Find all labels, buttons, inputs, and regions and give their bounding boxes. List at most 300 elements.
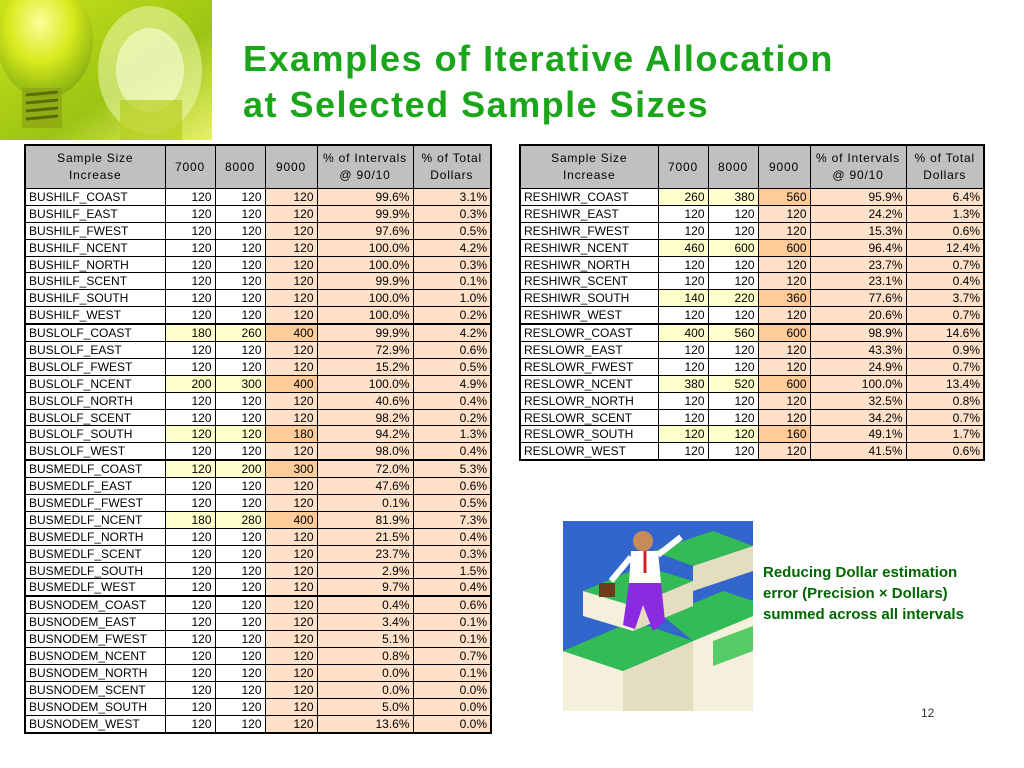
cell-pct-dollars: 0.2% [413, 307, 491, 324]
row-name: BUSLOLF_SOUTH [25, 426, 165, 443]
cell-pct-intervals: 9.7% [317, 579, 413, 596]
cell-pct-intervals: 96.4% [810, 239, 906, 256]
table-row [25, 290, 491, 307]
cell-pct-intervals: 99.6% [317, 189, 413, 206]
cell-pct-intervals: 0.1% [317, 495, 413, 512]
cell-pct-intervals: 99.9% [317, 205, 413, 222]
cell-pct-dollars: 0.4% [906, 273, 984, 290]
cell-pct-dollars: 1.0% [413, 290, 491, 307]
row-name: BUSNODEM_NCENT [25, 648, 165, 665]
cell-7000: 120 [165, 222, 215, 239]
cell-8000: 120 [215, 614, 265, 631]
row-name: BUSMEDLF_FWEST [25, 495, 165, 512]
cell-8000: 120 [215, 239, 265, 256]
cell-8000: 120 [708, 342, 758, 359]
row-name: RESLOWR_SCENT [520, 409, 658, 426]
cell-pct-dollars: 0.1% [413, 614, 491, 631]
row-name: BUSMEDLF_COAST [25, 460, 165, 477]
cell-pct-intervals: 23.7% [317, 545, 413, 562]
cell-7000: 120 [658, 358, 708, 375]
cell-7000: 120 [165, 579, 215, 596]
cell-pct-dollars: 1.3% [413, 426, 491, 443]
cell-8000: 120 [215, 562, 265, 579]
cell-pct-dollars: 14.6% [906, 324, 984, 341]
cell-8000: 120 [215, 273, 265, 290]
cell-pct-intervals: 0.0% [317, 664, 413, 681]
row-name: RESHIWR_COAST [520, 189, 658, 206]
cell-9000: 120 [758, 256, 810, 273]
cell-pct-dollars: 0.7% [906, 307, 984, 324]
cell-9000: 120 [265, 631, 317, 648]
cell-7000: 120 [658, 409, 708, 426]
table-header-row [25, 145, 491, 189]
cell-pct-intervals: 72.0% [317, 460, 413, 477]
row-name: BUSNODEM_NORTH [25, 664, 165, 681]
cell-pct-intervals: 40.6% [317, 392, 413, 409]
cell-8000: 120 [215, 664, 265, 681]
cell-pct-dollars: 0.7% [906, 358, 984, 375]
cell-7000: 120 [658, 307, 708, 324]
cell-8000: 120 [708, 307, 758, 324]
cell-7000: 140 [658, 290, 708, 307]
cell-pct-dollars: 4.2% [413, 239, 491, 256]
cell-7000: 120 [658, 205, 708, 222]
row-name: RESLOWR_COAST [520, 324, 658, 341]
cell-9000: 120 [265, 409, 317, 426]
cell-pct-dollars: 0.4% [413, 443, 491, 460]
cell-9000: 120 [758, 307, 810, 324]
header-pct-intervals: % of Intervals @ 90/10 [810, 145, 906, 189]
row-name: BUSNODEM_SOUTH [25, 698, 165, 715]
cell-pct-intervals: 24.9% [810, 358, 906, 375]
row-name: BUSMEDLF_SOUTH [25, 562, 165, 579]
cell-8000: 120 [215, 596, 265, 613]
table-row [520, 324, 984, 341]
header-7000: 7000 [658, 145, 708, 189]
cell-9000: 120 [265, 222, 317, 239]
cell-9000: 120 [265, 648, 317, 665]
row-name: RESHIWR_SOUTH [520, 290, 658, 307]
row-name: RESLOWR_NORTH [520, 392, 658, 409]
row-name: RESHIWR_EAST [520, 205, 658, 222]
cell-7000: 120 [165, 392, 215, 409]
row-name: BUSMEDLF_NCENT [25, 511, 165, 528]
cell-8000: 120 [215, 443, 265, 460]
cell-pct-intervals: 21.5% [317, 528, 413, 545]
cell-pct-dollars: 0.6% [413, 596, 491, 613]
cell-9000: 120 [758, 273, 810, 290]
table-row [25, 375, 491, 392]
cell-9000: 300 [265, 460, 317, 477]
table-row [25, 342, 491, 359]
cell-8000: 120 [215, 495, 265, 512]
cell-7000: 120 [165, 681, 215, 698]
caption-line2: error (Precision × Dollars) [763, 585, 948, 602]
cell-pct-intervals: 100.0% [317, 375, 413, 392]
cell-7000: 120 [165, 631, 215, 648]
table-row [520, 273, 984, 290]
cell-8000: 120 [215, 426, 265, 443]
cell-pct-dollars: 0.7% [413, 648, 491, 665]
header-9000: 9000 [758, 145, 810, 189]
cell-8000: 120 [708, 358, 758, 375]
cell-8000: 120 [215, 648, 265, 665]
table-header-row [520, 145, 984, 189]
cell-9000: 120 [758, 222, 810, 239]
cell-8000: 120 [215, 715, 265, 732]
header-7000: 7000 [165, 145, 215, 189]
table-row [25, 392, 491, 409]
cell-9000: 120 [265, 528, 317, 545]
cell-8000: 280 [215, 511, 265, 528]
cell-8000: 220 [708, 290, 758, 307]
header-pct-intervals: % of Intervals @ 90/10 [317, 145, 413, 189]
cell-7000: 120 [658, 392, 708, 409]
table-row [25, 307, 491, 324]
cell-9000: 120 [265, 715, 317, 732]
row-name: BUSLOLF_EAST [25, 342, 165, 359]
table-row [520, 426, 984, 443]
cell-8000: 520 [708, 375, 758, 392]
cell-7000: 120 [165, 409, 215, 426]
cell-9000: 160 [758, 426, 810, 443]
cell-pct-intervals: 47.6% [317, 478, 413, 495]
header-sample-size: Sample Size Increase [520, 145, 658, 189]
cell-9000: 120 [265, 205, 317, 222]
table-row [25, 222, 491, 239]
table-row [25, 648, 491, 665]
cell-9000: 400 [265, 511, 317, 528]
row-name: BUSMEDLF_WEST [25, 579, 165, 596]
cell-pct-intervals: 100.0% [317, 290, 413, 307]
cell-7000: 120 [165, 562, 215, 579]
cell-pct-dollars: 0.0% [413, 681, 491, 698]
row-name: RESHIWR_FWEST [520, 222, 658, 239]
cell-9000: 120 [265, 307, 317, 324]
table-row [25, 614, 491, 631]
cell-7000: 120 [165, 342, 215, 359]
row-name: BUSNODEM_SCENT [25, 681, 165, 698]
cell-8000: 120 [215, 358, 265, 375]
cell-pct-intervals: 23.7% [810, 256, 906, 273]
cell-8000: 560 [708, 324, 758, 341]
cell-pct-intervals: 43.3% [810, 342, 906, 359]
row-name: RESLOWR_FWEST [520, 358, 658, 375]
table-row [520, 239, 984, 256]
table-row [25, 664, 491, 681]
table-row [25, 358, 491, 375]
cell-9000: 120 [265, 596, 317, 613]
row-name: RESHIWR_NORTH [520, 256, 658, 273]
cell-8000: 120 [215, 342, 265, 359]
cell-pct-dollars: 0.7% [906, 409, 984, 426]
cell-9000: 120 [265, 392, 317, 409]
table-row [25, 460, 491, 477]
cell-9000: 120 [265, 290, 317, 307]
cell-8000: 120 [215, 392, 265, 409]
row-name: BUSLOLF_NORTH [25, 392, 165, 409]
cell-7000: 120 [658, 342, 708, 359]
cell-pct-intervals: 34.2% [810, 409, 906, 426]
cell-pct-intervals: 99.9% [317, 324, 413, 341]
row-name: BUSNODEM_COAST [25, 596, 165, 613]
cell-7000: 120 [165, 426, 215, 443]
cell-9000: 120 [265, 614, 317, 631]
header-8000: 8000 [708, 145, 758, 189]
cell-9000: 120 [265, 545, 317, 562]
cell-pct-intervals: 100.0% [810, 375, 906, 392]
table-row [25, 681, 491, 698]
cell-7000: 120 [165, 256, 215, 273]
page-number: 12 [921, 706, 935, 720]
cell-pct-intervals: 3.4% [317, 614, 413, 631]
cell-pct-intervals: 98.0% [317, 443, 413, 460]
cell-9000: 560 [758, 189, 810, 206]
row-name: BUSHILF_WEST [25, 307, 165, 324]
cell-9000: 600 [758, 324, 810, 341]
cell-pct-dollars: 4.9% [413, 375, 491, 392]
table-row [25, 698, 491, 715]
cell-pct-intervals: 20.6% [810, 307, 906, 324]
cell-pct-intervals: 97.6% [317, 222, 413, 239]
cell-pct-intervals: 15.3% [810, 222, 906, 239]
table-row [520, 358, 984, 375]
cell-9000: 120 [758, 342, 810, 359]
cell-8000: 120 [708, 392, 758, 409]
row-name: BUSHILF_SCENT [25, 273, 165, 290]
cell-pct-dollars: 0.6% [906, 222, 984, 239]
cell-9000: 120 [265, 189, 317, 206]
row-name: BUSHILF_COAST [25, 189, 165, 206]
header-8000: 8000 [215, 145, 265, 189]
table-row [25, 409, 491, 426]
table-row [520, 307, 984, 324]
cell-pct-dollars: 0.7% [906, 256, 984, 273]
cell-pct-dollars: 0.6% [413, 478, 491, 495]
cell-pct-dollars: 12.4% [906, 239, 984, 256]
cell-pct-dollars: 5.3% [413, 460, 491, 477]
cell-7000: 120 [658, 256, 708, 273]
cell-9000: 120 [265, 698, 317, 715]
cell-8000: 200 [215, 460, 265, 477]
cell-9000: 120 [265, 664, 317, 681]
row-name: BUSLOLF_COAST [25, 324, 165, 341]
cell-8000: 120 [215, 478, 265, 495]
cell-pct-dollars: 0.4% [413, 392, 491, 409]
cell-8000: 380 [708, 189, 758, 206]
table-row [25, 324, 491, 341]
table-row [520, 205, 984, 222]
cell-pct-dollars: 0.9% [906, 342, 984, 359]
row-name: BUSHILF_EAST [25, 205, 165, 222]
cell-9000: 600 [758, 375, 810, 392]
table-row [25, 495, 491, 512]
cell-pct-dollars: 0.3% [413, 256, 491, 273]
cell-7000: 460 [658, 239, 708, 256]
table-row [25, 528, 491, 545]
cell-9000: 120 [265, 579, 317, 596]
cell-pct-dollars: 0.6% [906, 443, 984, 460]
cell-pct-intervals: 5.0% [317, 698, 413, 715]
cell-pct-dollars: 0.4% [413, 528, 491, 545]
cell-pct-intervals: 13.6% [317, 715, 413, 732]
row-name: RESHIWR_SCENT [520, 273, 658, 290]
cell-pct-intervals: 49.1% [810, 426, 906, 443]
lightbulb-image [0, 0, 212, 140]
table-row [25, 596, 491, 613]
cell-9000: 120 [265, 256, 317, 273]
cell-7000: 120 [165, 614, 215, 631]
cell-pct-dollars: 0.5% [413, 358, 491, 375]
cell-7000: 120 [165, 545, 215, 562]
cell-8000: 120 [215, 631, 265, 648]
cell-pct-dollars: 0.5% [413, 495, 491, 512]
cell-pct-dollars: 3.1% [413, 189, 491, 206]
cell-pct-dollars: 0.0% [413, 715, 491, 732]
cell-pct-dollars: 13.4% [906, 375, 984, 392]
table-row [25, 545, 491, 562]
row-name: BUSHILF_FWEST [25, 222, 165, 239]
row-name: BUSLOLF_SCENT [25, 409, 165, 426]
cell-9000: 120 [758, 392, 810, 409]
cell-pct-dollars: 4.2% [413, 324, 491, 341]
cell-8000: 120 [215, 189, 265, 206]
cell-pct-intervals: 77.6% [810, 290, 906, 307]
cell-pct-intervals: 94.2% [317, 426, 413, 443]
cell-9000: 120 [265, 342, 317, 359]
cell-9000: 120 [758, 205, 810, 222]
cell-7000: 120 [165, 495, 215, 512]
cell-pct-dollars: 7.3% [413, 511, 491, 528]
cell-7000: 180 [165, 511, 215, 528]
cell-7000: 180 [165, 324, 215, 341]
cell-pct-dollars: 0.8% [906, 392, 984, 409]
cell-9000: 400 [265, 324, 317, 341]
cell-7000: 120 [165, 596, 215, 613]
cell-9000: 360 [758, 290, 810, 307]
cell-9000: 120 [265, 478, 317, 495]
cell-pct-intervals: 99.9% [317, 273, 413, 290]
cell-8000: 120 [708, 256, 758, 273]
cell-pct-dollars: 0.2% [413, 409, 491, 426]
cell-8000: 120 [215, 579, 265, 596]
cell-pct-intervals: 32.5% [810, 392, 906, 409]
row-name: RESLOWR_SOUTH [520, 426, 658, 443]
row-name: BUSLOLF_WEST [25, 443, 165, 460]
cell-9000: 120 [758, 358, 810, 375]
cell-pct-intervals: 72.9% [317, 342, 413, 359]
cell-8000: 260 [215, 324, 265, 341]
business-allocation-table [24, 144, 492, 734]
cell-pct-intervals: 98.2% [317, 409, 413, 426]
cell-7000: 260 [658, 189, 708, 206]
cell-7000: 120 [165, 698, 215, 715]
cell-8000: 120 [708, 273, 758, 290]
cell-7000: 120 [165, 205, 215, 222]
cell-8000: 120 [708, 205, 758, 222]
cell-pct-intervals: 98.9% [810, 324, 906, 341]
row-name: BUSMEDLF_EAST [25, 478, 165, 495]
cell-8000: 120 [215, 222, 265, 239]
slide-title [243, 36, 834, 128]
money-stairs-clipart [563, 521, 753, 711]
table-row [520, 392, 984, 409]
cell-8000: 120 [215, 307, 265, 324]
caption-line1: Reducing Dollar estimation [763, 564, 958, 581]
table-row [520, 443, 984, 460]
cell-9000: 120 [265, 443, 317, 460]
row-name: BUSNODEM_WEST [25, 715, 165, 732]
cell-9000: 120 [265, 358, 317, 375]
table-row [25, 562, 491, 579]
cell-9000: 180 [265, 426, 317, 443]
cell-7000: 120 [165, 307, 215, 324]
header-pct-dollars: % of Total Dollars [413, 145, 491, 189]
cell-7000: 120 [658, 273, 708, 290]
row-name: RESLOWR_WEST [520, 443, 658, 460]
cell-8000: 120 [215, 256, 265, 273]
cell-7000: 120 [165, 478, 215, 495]
table-row [25, 426, 491, 443]
table-row [25, 205, 491, 222]
header-pct-dollars: % of Total Dollars [906, 145, 984, 189]
row-name: BUSLOLF_NCENT [25, 375, 165, 392]
cell-8000: 300 [215, 375, 265, 392]
cell-pct-dollars: 0.1% [413, 631, 491, 648]
cell-pct-intervals: 100.0% [317, 239, 413, 256]
cell-pct-intervals: 0.0% [317, 681, 413, 698]
table-row [520, 189, 984, 206]
table-row [520, 409, 984, 426]
residential-allocation-table [519, 144, 985, 461]
table-row [25, 239, 491, 256]
cell-pct-intervals: 23.1% [810, 273, 906, 290]
table-row [520, 342, 984, 359]
cell-pct-dollars: 1.5% [413, 562, 491, 579]
header-sample-size: Sample Size Increase [25, 145, 165, 189]
cell-9000: 120 [265, 273, 317, 290]
cell-pct-intervals: 2.9% [317, 562, 413, 579]
cell-8000: 120 [708, 426, 758, 443]
table-row [25, 256, 491, 273]
cell-7000: 120 [658, 426, 708, 443]
cell-pct-dollars: 0.1% [413, 273, 491, 290]
cell-7000: 120 [165, 460, 215, 477]
cell-7000: 120 [165, 290, 215, 307]
cell-8000: 120 [215, 290, 265, 307]
cell-pct-intervals: 100.0% [317, 256, 413, 273]
cell-8000: 120 [215, 681, 265, 698]
row-name: BUSMEDLF_SCENT [25, 545, 165, 562]
cell-pct-dollars: 1.7% [906, 426, 984, 443]
cell-7000: 120 [165, 273, 215, 290]
cell-pct-intervals: 0.8% [317, 648, 413, 665]
cell-9000: 120 [265, 495, 317, 512]
header-9000: 9000 [265, 145, 317, 189]
cell-8000: 120 [215, 205, 265, 222]
cell-pct-dollars: 6.4% [906, 189, 984, 206]
cell-pct-intervals: 95.9% [810, 189, 906, 206]
table-row [25, 273, 491, 290]
row-name: RESLOWR_NCENT [520, 375, 658, 392]
cell-pct-dollars: 0.1% [413, 664, 491, 681]
cell-pct-dollars: 3.7% [906, 290, 984, 307]
cell-9000: 400 [265, 375, 317, 392]
table-row [25, 189, 491, 206]
cell-8000: 120 [708, 222, 758, 239]
slide-title-line2: at Selected Sample Sizes [243, 84, 710, 125]
cell-9000: 120 [758, 443, 810, 460]
